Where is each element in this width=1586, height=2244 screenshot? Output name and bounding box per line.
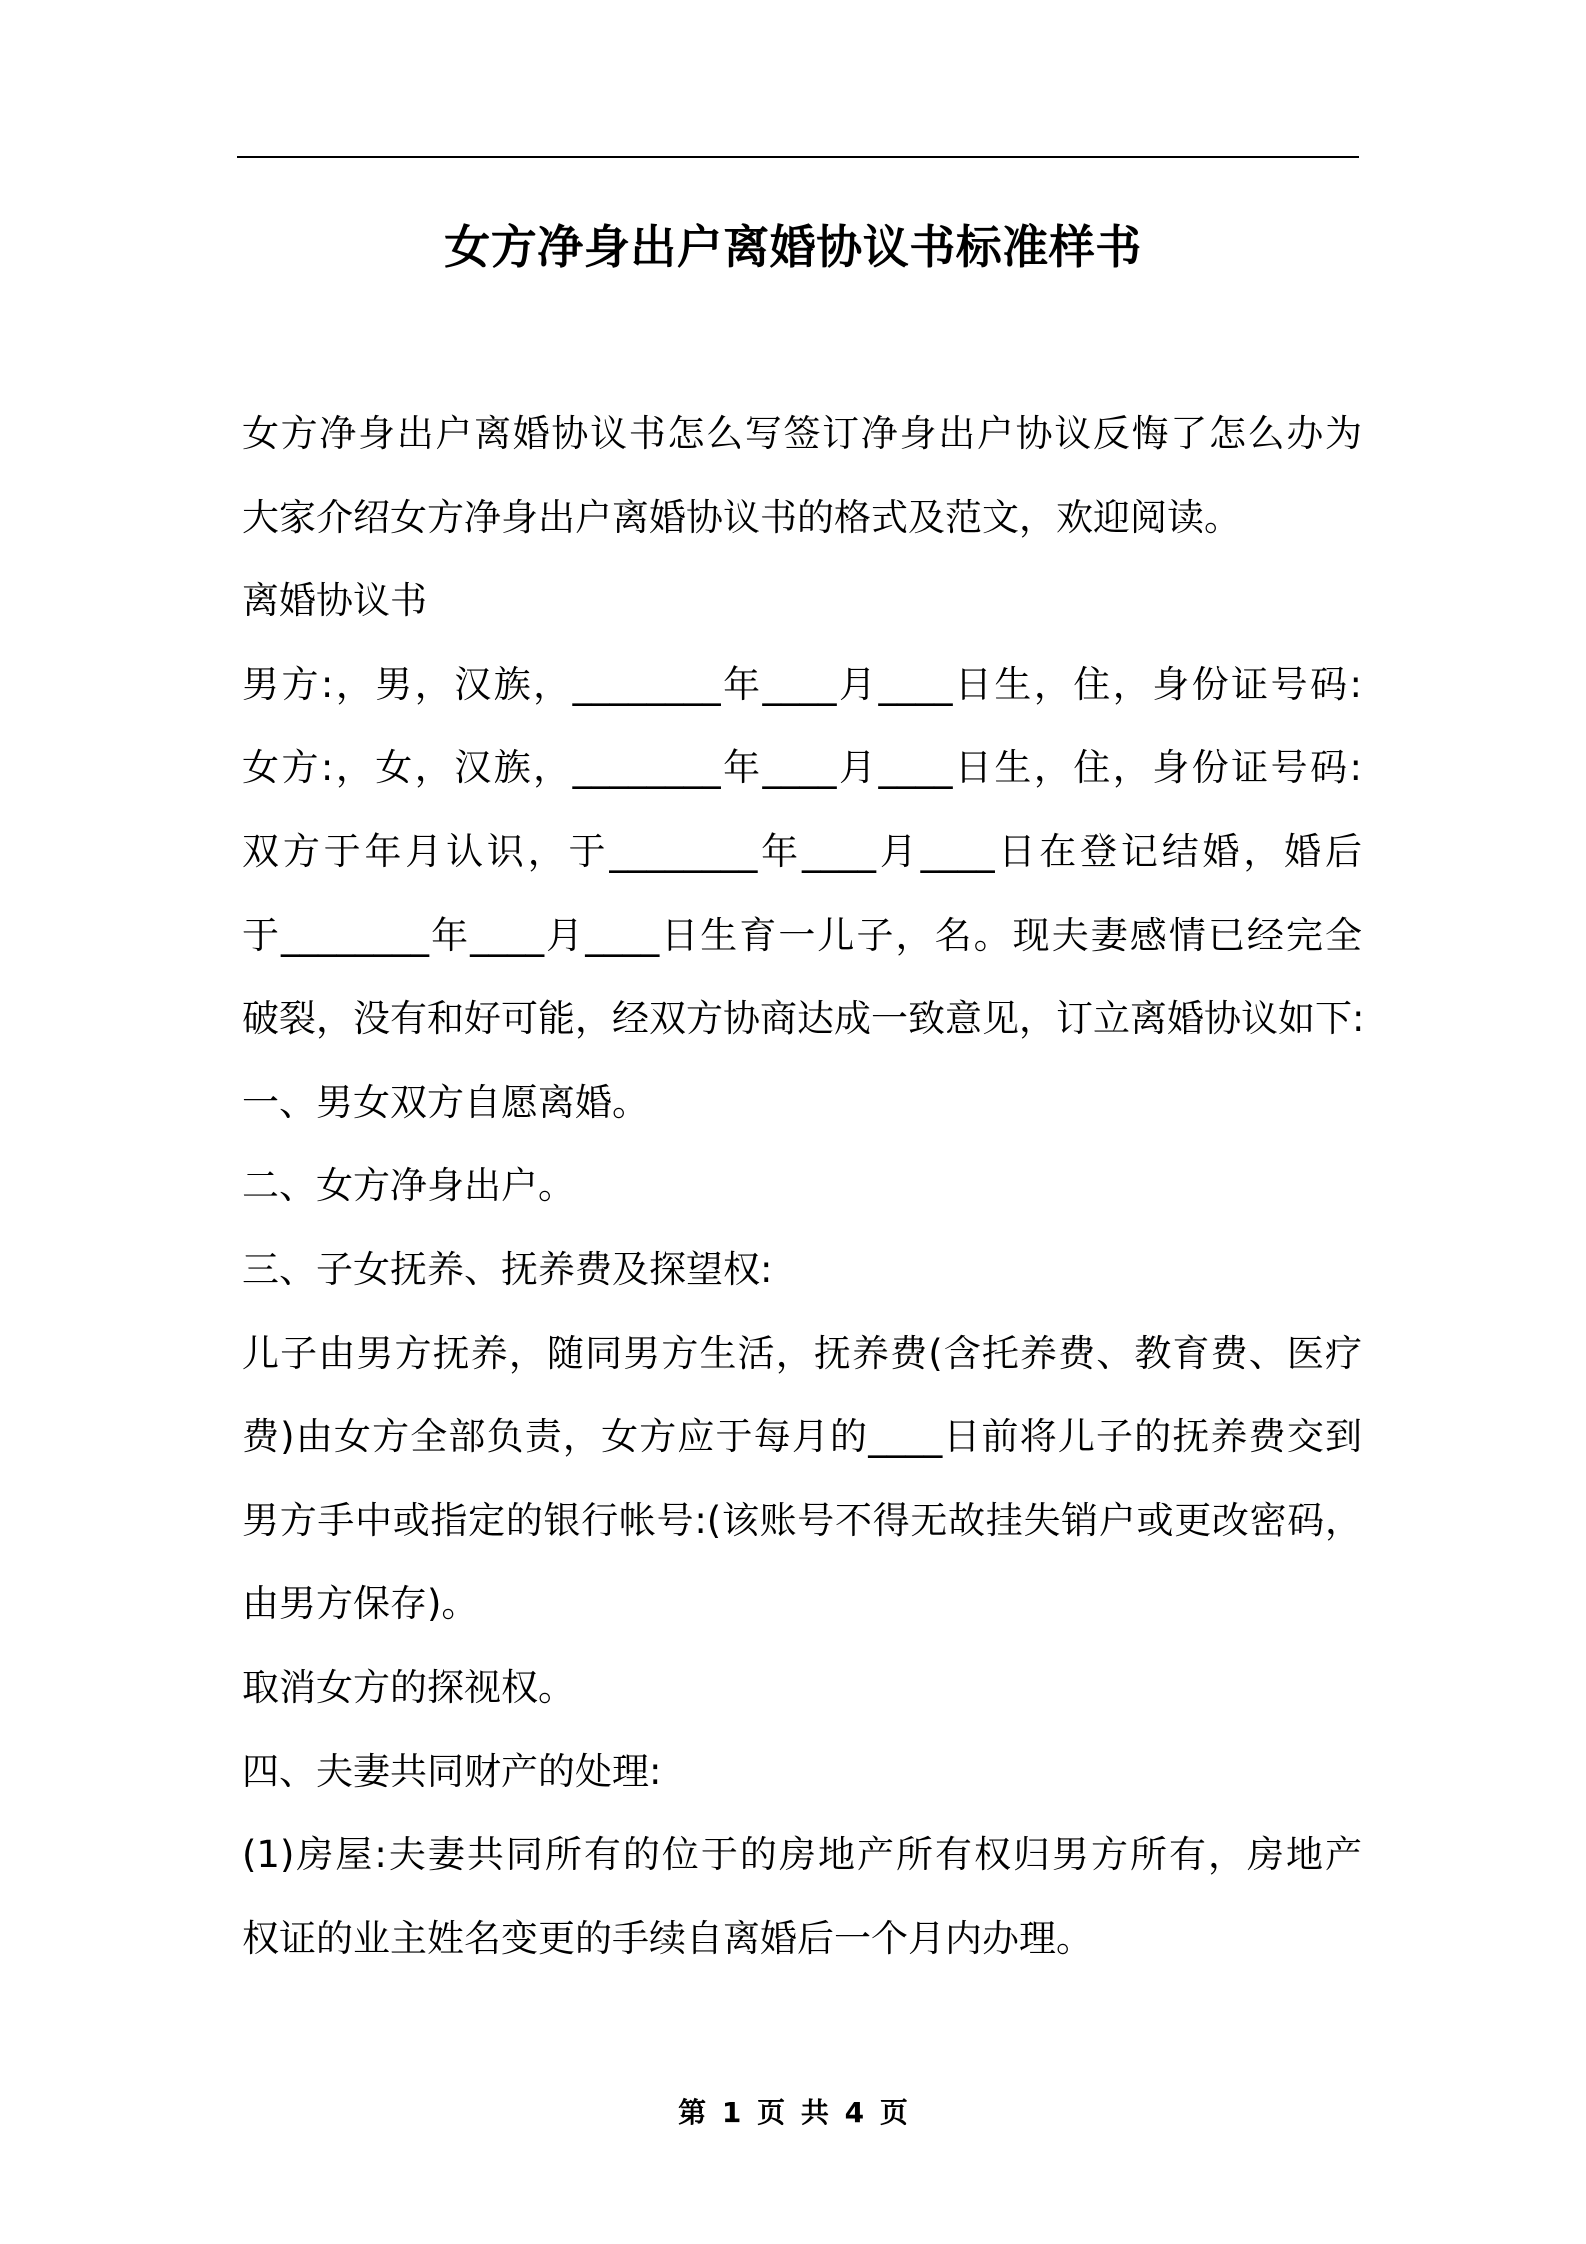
body-line: 女方净身出户离婚协议书怎么写签订净身出户协议反悔了怎么办为 <box>242 412 1362 455</box>
document-title: 女方净身出户离婚协议书标准样书 <box>444 220 1142 274</box>
clause-heading: 三、子女抚养、抚养费及探望权: <box>242 1247 773 1291</box>
body-line: 破裂，没有和好可能，经双方协商达成一致意见，订立离婚协议如下: <box>242 997 1365 1041</box>
body-line: 权证的业主姓名变更的手续自离婚后一个月内办理。 <box>242 1916 1093 1960</box>
body-line: 取消女方的探视权。 <box>242 1665 575 1709</box>
body-line: 儿子由男方抚养，随同男方生活，抚养费(含托养费、教育费、医疗 <box>242 1331 1362 1375</box>
body-line: 于________年____月____日生育一儿子，名。现夫妻感情已经完全 <box>242 913 1362 957</box>
clause-heading: 一、男女双方自愿离婚。 <box>242 1080 649 1124</box>
body-line: 女方:，女，汉族，________年____月____日生，住，身份证号码: <box>242 746 1362 790</box>
document-body <box>242 402 1365 1990</box>
section-heading: 离婚协议书 <box>242 579 427 623</box>
body-line: 大家介绍女方净身出户离婚协议书的格式及范文，欢迎阅读。 <box>242 495 1241 539</box>
body-line: 由男方保存)。 <box>242 1582 479 1626</box>
body-line: 男方:，男，汉族，________年____月____日生，住，身份证号码: <box>242 662 1362 706</box>
header-rule <box>237 156 1359 158</box>
body-line: 男方手中或指定的银行帐号:(该账号不得无故挂失销户或更改密码， <box>242 1498 1362 1542</box>
clause-heading: 二、女方净身出户。 <box>242 1164 575 1208</box>
page-number: 第 1 页 共 4 页 <box>678 2096 908 2129</box>
clause-heading: 四、夫妻共同财产的处理: <box>242 1749 662 1793</box>
body-line: 费)由女方全部负责，女方应于每月的____日前将儿子的抚养费交到 <box>242 1415 1362 1459</box>
body-line: (1)房屋:夫妻共同所有的位于的房地产所有权归男方所有，房地产 <box>242 1833 1362 1877</box>
body-line: 双方于年月认识，于________年____月____日在登记结婚，婚后 <box>242 829 1362 873</box>
